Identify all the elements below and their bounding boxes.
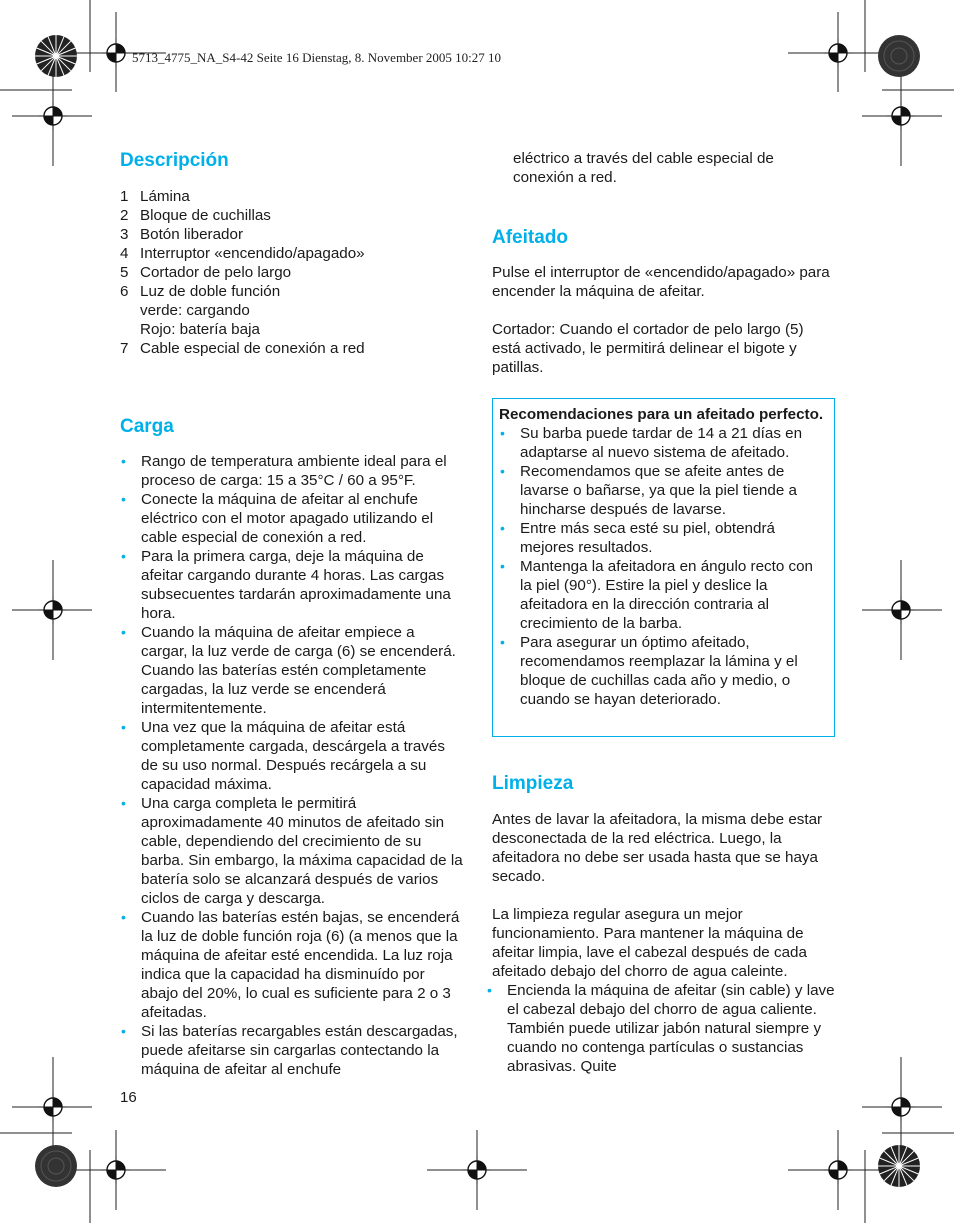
item-text: Luz de doble función bbox=[140, 283, 281, 300]
bullet-text: Una carga completa le permitirá aproximadamente 40 minutos de afeitado sin cable, dependiendo del crecimiento de su barba. Sin embargo, la máxima capacidad de la batería solo se alcanzará después de varios ciclos de carga y descarga. bbox=[141, 795, 463, 907]
list-item bbox=[120, 320, 470, 339]
limpieza-content bbox=[487, 810, 836, 1076]
bullet-item bbox=[499, 519, 828, 557]
section-title-limpieza: Limpieza bbox=[492, 773, 574, 794]
page-number: 16 bbox=[120, 1089, 137, 1106]
item-text: Interruptor «encendido/apagado» bbox=[140, 245, 365, 262]
bullet-item bbox=[120, 718, 465, 794]
paragraph: Pulse el interruptor de «encendido/apagado» para encender la máquina de afeitar. bbox=[492, 264, 830, 300]
bullet-item bbox=[120, 794, 465, 908]
afeitado-paragraphs bbox=[492, 263, 836, 377]
bullet-text: Encienda la máquina de afeitar (sin cable) y lave el cabezal debajo del chorro de agua caliente. También puede utilizar jabón natural siempre y cuando no contenga partículas o sustancias abrasivas. Quite bbox=[507, 982, 835, 1075]
bullet-item bbox=[499, 633, 828, 709]
recommendations-title: Recomendaciones para un afeitado perfecto. bbox=[499, 406, 824, 423]
bullet-text: Una vez que la máquina de afeitar está completamente cargada, descárgela a través de su uso normal. Después recárgela a su capacidad máxima. bbox=[141, 719, 445, 793]
color-wheel-icon bbox=[35, 35, 77, 77]
item-number: 3 bbox=[120, 226, 129, 243]
carga-bullets bbox=[120, 452, 465, 1079]
registration-mark-icon bbox=[887, 1093, 915, 1121]
list-item bbox=[120, 301, 470, 320]
registration-mark-icon bbox=[887, 102, 915, 130]
color-wheel-icon bbox=[878, 1145, 920, 1187]
registration-mark-icon bbox=[102, 1156, 130, 1184]
paragraph: Cortador: Cuando el cortador de pelo largo (5) está activado, le permitirá delinear el bigote y patillas. bbox=[492, 321, 804, 376]
item-text: Cable especial de conexión a red bbox=[140, 340, 365, 357]
item-text: Cortador de pelo largo bbox=[140, 264, 292, 281]
bullet-icon: • bbox=[500, 463, 505, 479]
item-text: Lámina bbox=[140, 188, 190, 205]
bullet-text: Recomendamos que se afeite antes de lavarse o bañarse, ya que la piel tiende a hincharse después de lavarse. bbox=[520, 463, 797, 518]
item-number: 6 bbox=[120, 283, 129, 300]
color-wheel-icon bbox=[878, 35, 920, 77]
item-text: Rojo: batería baja bbox=[140, 321, 260, 338]
bullet-icon: • bbox=[121, 795, 126, 811]
list-item bbox=[120, 187, 470, 206]
bullet-icon: • bbox=[487, 982, 492, 998]
paragraph: Antes de lavar la afeitadora, la misma debe estar desconectada de la red eléctrica. Luego, la afeitadora no debe ser usada hasta que se haya secado. bbox=[492, 811, 823, 885]
bullet-icon: • bbox=[121, 624, 126, 640]
bullet-text: Para la primera carga, deje la máquina de afeitar cargando durante 4 horas. Las cargas subsecuentes tardarán aproximadamente una hora. bbox=[141, 548, 451, 622]
list-item bbox=[120, 282, 470, 301]
list-item bbox=[120, 263, 470, 282]
bullet-item bbox=[120, 547, 465, 623]
bullet-text: Si las baterías recargables están descargadas, puede afeitarse sin cargarlas contectando la máquina de afeitar al enchufe bbox=[141, 1023, 458, 1078]
item-number: 2 bbox=[120, 207, 129, 224]
bullet-icon: • bbox=[500, 634, 505, 650]
registration-mark-icon bbox=[824, 1156, 852, 1184]
bullet-item bbox=[120, 490, 465, 547]
registration-mark-icon bbox=[102, 39, 130, 67]
bullet-text: Rango de temperatura ambiente ideal para el proceso de carga: 15 a 35°C / 60 a 95°F. bbox=[141, 453, 447, 489]
section-title-afeitado: Afeitado bbox=[492, 227, 568, 248]
continuation-text: eléctrico a través del cable especial de conexión a red. bbox=[513, 150, 774, 186]
bullet-icon: • bbox=[500, 520, 505, 536]
list-item bbox=[120, 244, 470, 263]
registration-mark-icon bbox=[887, 596, 915, 624]
registration-mark-icon bbox=[824, 39, 852, 67]
bullet-item bbox=[499, 424, 828, 462]
item-number: 5 bbox=[120, 264, 129, 281]
bullet-item bbox=[486, 981, 836, 1076]
list-item bbox=[120, 206, 470, 225]
bullet-text: Conecte la máquina de afeitar al enchufe eléctrico con el motor apagado utilizando el cable especial de conexión a red. bbox=[141, 491, 434, 546]
registration-mark-icon bbox=[39, 1093, 67, 1121]
print-header: 5713_4775_NA_S4-42 Seite 16 Dienstag, 8. November 2005 10:27 10 bbox=[132, 50, 502, 65]
bullet-icon: • bbox=[121, 1023, 126, 1039]
list-item bbox=[120, 225, 470, 244]
bullet-item bbox=[120, 1022, 465, 1079]
item-text: Botón liberador bbox=[140, 226, 244, 243]
item-text: verde: cargando bbox=[140, 302, 250, 319]
recommendations-box bbox=[492, 398, 835, 737]
list-item bbox=[120, 339, 470, 358]
bullet-text: Mantenga la afeitadora en ángulo recto con la piel (90°). Estire la piel y deslice la afeitadora en la dirección contraria al crecimiento de la barba. bbox=[520, 558, 813, 632]
parts-list bbox=[120, 187, 470, 358]
registration-mark-icon bbox=[463, 1156, 491, 1184]
bullet-item bbox=[120, 908, 465, 1022]
bullet-icon: • bbox=[121, 453, 126, 469]
bullet-icon: • bbox=[121, 909, 126, 925]
item-text: Bloque de cuchillas bbox=[140, 207, 271, 224]
bullet-item bbox=[499, 462, 828, 519]
registration-mark-icon bbox=[39, 596, 67, 624]
paragraph: La limpieza regular asegura un mejor funcionamiento. Para mantener la máquina de afeitar limpia, lave el cabezal después de cada afeitado debajo del chorro de agua caleinte. bbox=[492, 906, 807, 980]
bullet-icon: • bbox=[121, 719, 126, 735]
item-number: 1 bbox=[120, 188, 129, 205]
item-number: 4 bbox=[120, 245, 129, 262]
bullet-item bbox=[120, 623, 465, 718]
bullet-text: Entre más seca esté su piel, obtendrá mejores resultados. bbox=[520, 520, 775, 556]
bullet-icon: • bbox=[121, 491, 126, 507]
section-title-carga: Carga bbox=[120, 416, 174, 437]
item-number: 7 bbox=[120, 340, 129, 357]
bullet-item bbox=[499, 557, 828, 633]
color-wheel-icon bbox=[35, 1145, 77, 1187]
bullet-icon: • bbox=[500, 425, 505, 441]
registration-mark-icon bbox=[39, 102, 67, 130]
bullet-icon: • bbox=[121, 548, 126, 564]
bullet-item bbox=[120, 452, 465, 490]
bullet-text: Cuando la máquina de afeitar empiece a cargar, la luz verde de carga (6) se encenderá. Cuando las baterías estén completamente cargadas, la luz verde se encenderá intermitentemente. bbox=[141, 624, 456, 717]
bullet-text: Para asegurar un óptimo afeitado, recomendamos reemplazar la lámina y el bloque de cuchillas cada año y medio, o cuando se hayan deteriorado. bbox=[520, 634, 798, 708]
section-title-descripcion: Descripción bbox=[120, 150, 229, 171]
bullet-text: Su barba puede tardar de 14 a 21 días en adaptarse al nuevo sistema de afeitado. bbox=[520, 425, 803, 461]
bullet-icon: • bbox=[500, 558, 505, 574]
bullet-text: Cuando las baterías estén bajas, se encenderá la luz de doble función roja (6) (a menos que la máquina de afeitar esté encendida. La luz roja indica que la capacidad ha disminuído por abajo del 20%, lo cual es suficiente para 2 o 3 afeitadas. bbox=[141, 909, 460, 1021]
